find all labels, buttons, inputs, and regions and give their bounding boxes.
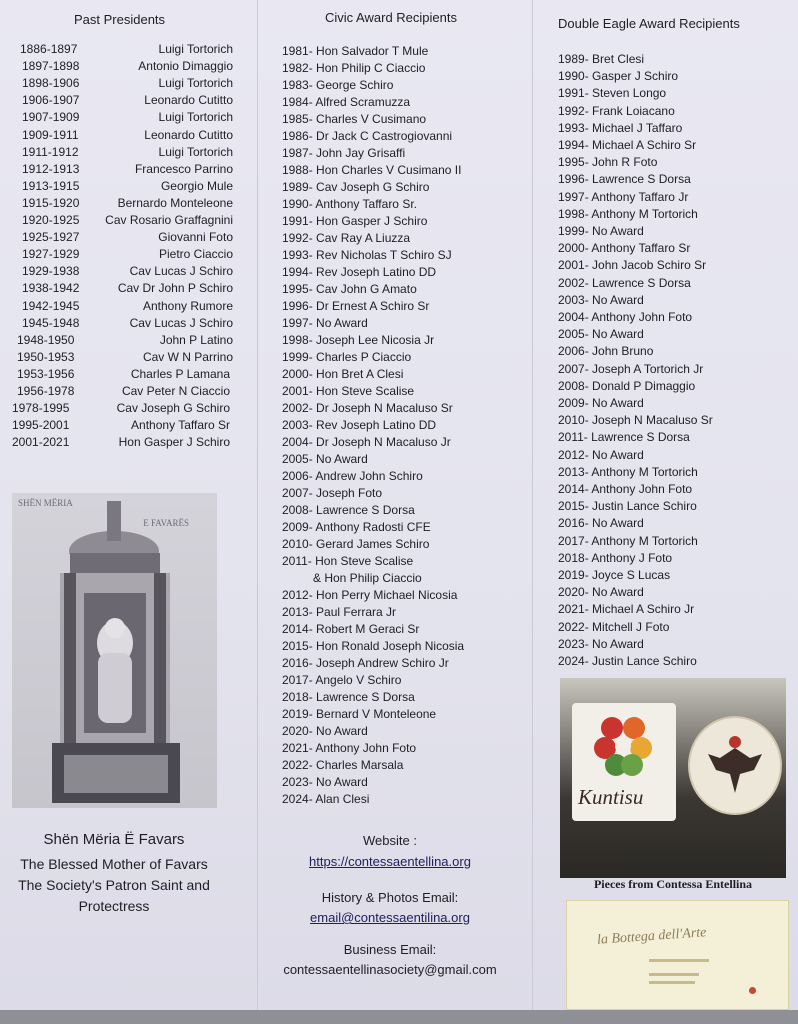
website-link[interactable]: https://contessaentellina.org	[309, 854, 471, 869]
kuntisu-word: Kuntisu	[578, 785, 644, 809]
business-email-text[interactable]: contessaentellinasociety@gmail.com	[283, 962, 497, 977]
double-eagle-row: 2012- No Award	[558, 447, 644, 462]
flower-icon	[572, 703, 676, 783]
history-email-label: History & Photos Email:	[321, 890, 459, 905]
shrine-illustration	[12, 493, 217, 808]
president-name: Cav Lucas J Schiro	[129, 264, 233, 279]
civic-award-row: 2023- No Award	[282, 775, 368, 789]
double-eagle-title: Double Eagle Award Recipients	[558, 16, 740, 31]
double-eagle-row: 2001- John Jacob Schiro Sr	[558, 258, 707, 273]
civic-award-row: 1996- Dr Ernest A Schiro Sr	[282, 299, 430, 313]
civic-award-row: 1985- Charles V Cusimano	[282, 112, 427, 126]
president-name: Antonio Dimaggio	[138, 59, 233, 74]
double-eagle-row: 2004- Anthony John Foto	[558, 310, 693, 324]
president-years: 1927-1929	[22, 247, 80, 262]
double-eagle-row: 2024- Justin Lance Schiro	[558, 654, 697, 668]
civic-award-row: 1998- Joseph Lee Nicosia Jr	[282, 333, 435, 347]
patron-name: Shën Mëria Ë Favars	[43, 831, 185, 848]
civic-award-row: 2008- Lawrence S Dorsa	[282, 503, 415, 517]
double-eagle-row: 1991- Steven Longo	[558, 86, 667, 101]
president-name: Cav Lucas J Schiro	[129, 315, 233, 330]
civic-award-row: 2017- Angelo V Schiro	[282, 673, 402, 687]
double-eagle-row: 1996- Lawrence S Dorsa	[558, 172, 691, 187]
president-years: 1929-1938	[22, 264, 80, 279]
double-eagle-row: 2019- Joyce S Lucas	[558, 568, 671, 582]
president-name: Pietro Ciaccio	[158, 247, 233, 262]
civic-award-row: 1991- Hon Gasper J Schiro	[282, 214, 428, 228]
photo-caption-right: E FAVARËS	[143, 518, 189, 528]
civic-award-row: 1981- Hon Salvador T Mule	[282, 44, 429, 58]
civic-award-row: 2005- No Award	[282, 452, 368, 466]
double-eagle-row: 1992- Frank Loiacano	[558, 103, 675, 118]
president-years: 2001-2021	[12, 435, 70, 450]
civic-award-row: 2006- Andrew John Schiro	[282, 469, 423, 483]
president-name: Luigi Tortorich	[158, 144, 233, 159]
president-years: 1953-1956	[17, 366, 75, 381]
website-label: Website :	[363, 833, 417, 848]
civic-awards-title: Civic Award Recipients	[325, 10, 457, 25]
fold-line-right	[532, 0, 533, 1010]
civic-award-row: 2000- Hon Bret A Clesi	[282, 367, 404, 381]
president-name: Hon Gasper J Schiro	[118, 435, 230, 450]
civic-award-row: 2003- Rev Joseph Latino DD	[282, 418, 437, 432]
president-years: 1912-1913	[22, 161, 80, 176]
civic-award-row: & Hon Philip Ciaccio	[313, 571, 422, 585]
ceramics-photo	[560, 678, 786, 878]
civic-award-row: 1995- Cav John G Amato	[282, 282, 417, 296]
president-years: 1925-1927	[22, 230, 80, 245]
double-eagle-row: 2005- No Award	[558, 327, 644, 342]
president-years: 1898-1906	[22, 76, 80, 91]
kuntisu-tile	[572, 703, 676, 821]
card-dot	[749, 987, 756, 994]
president-years: 1995-2001	[12, 418, 70, 433]
president-name: Luigi Tortorich	[158, 76, 233, 91]
civic-award-row: 1990- Anthony Taffaro Sr.	[282, 197, 417, 211]
double-eagle-row: 1993- Michael J Taffaro	[558, 120, 683, 135]
civic-award-row: 2007- Joseph Foto	[282, 486, 383, 500]
president-years: 1920-1925	[22, 213, 80, 227]
double-eagle-row: 2020- No Award	[558, 585, 644, 600]
double-eagle-row: 2014- Anthony John Foto	[558, 482, 693, 496]
table-edge	[0, 1010, 798, 1024]
patron-description-cont: Protectress	[78, 898, 150, 914]
president-name: Luigi Tortorich	[158, 42, 233, 56]
double-eagle-row: 1989- Bret Clesi	[558, 52, 645, 66]
double-eagle-row: 1999- No Award	[558, 224, 644, 238]
president-years: 1909-1911	[22, 127, 79, 142]
double-eagle-row: 2017- Anthony M Tortorich	[558, 533, 698, 548]
double-eagle-row: 1990- Gasper J Schiro	[558, 69, 679, 84]
president-name: Leonardo Cutitto	[144, 93, 233, 108]
double-eagle-row: 2013- Anthony M Tortorich	[558, 464, 698, 479]
civic-award-row: 2018- Lawrence S Dorsa	[282, 690, 415, 704]
president-name: Anthony Rumore	[142, 298, 233, 313]
double-eagle-row: 2011- Lawrence S Dorsa	[558, 430, 690, 445]
photo-caption-left: SHËN MËRIA	[18, 498, 73, 508]
president-name: Georgio Mule	[160, 178, 233, 193]
double-eagle-row: 2008- Donald P Dimaggio	[558, 378, 696, 393]
double-eagle-row: 1994- Michael A Schiro Sr	[558, 138, 697, 152]
patron-saint-photo	[12, 493, 217, 808]
civic-award-row: 2009- Anthony Radosti CFE	[282, 520, 431, 534]
president-name: Cav Rosario Graffagnini	[105, 213, 233, 227]
double-eagle-row: 2000- Anthony Taffaro Sr	[558, 241, 691, 256]
president-name: Cav Joseph G Schiro	[116, 401, 230, 416]
president-name: Giovanni Foto	[158, 230, 233, 245]
civic-award-row: 2015- Hon Ronald Joseph Nicosia	[282, 639, 465, 653]
past-presidents-title: Past Presidents	[74, 12, 166, 27]
pieces-caption: Pieces from Contessa Entellina	[593, 877, 753, 891]
double-eagle-row: 2021- Michael A Schiro Jr	[558, 602, 695, 617]
president-years: 1948-1950	[17, 332, 75, 347]
double-eagle-icon	[690, 718, 780, 813]
double-eagle-row: 2022- Mitchell J Foto	[558, 619, 670, 634]
civic-award-row: 1987- John Jay Grisaffi	[282, 146, 406, 160]
president-name: Charles P Lamana	[130, 366, 230, 381]
civic-award-row: 2001- Hon Steve Scalise	[282, 384, 415, 398]
double-eagle-row: 2002- Lawrence S Dorsa	[558, 275, 691, 290]
president-years: 1906-1907	[22, 93, 80, 108]
history-email-link[interactable]: email@contessaentilina.org	[310, 910, 470, 925]
civic-award-row: 2021- Anthony John Foto	[282, 741, 417, 755]
double-eagle-row: 2023- No Award	[558, 636, 644, 651]
double-eagle-row: 1998- Anthony M Tortorich	[558, 206, 698, 221]
civic-award-row: 2024- Alan Clesi	[282, 792, 370, 806]
civic-award-row: 1988- Hon Charles V Cusimano II	[282, 163, 462, 177]
civic-award-row: 1993- Rev Nicholas T Schiro SJ	[282, 248, 452, 262]
civic-award-row: 1994- Rev Joseph Latino DD	[282, 265, 437, 279]
president-years: 1897-1898	[22, 59, 80, 74]
patron-description: The Society's Patron Saint and	[18, 877, 210, 893]
double-eagle-row: 1995- John R Foto	[558, 155, 658, 170]
president-years: 1978-1995	[12, 401, 70, 416]
bottega-card	[566, 900, 789, 1010]
president-name: Cav Dr John P Schiro	[117, 281, 233, 296]
president-name: Anthony Taffaro Sr	[131, 418, 230, 433]
civic-award-row: 2012- Hon Perry Michael Nicosia	[282, 588, 458, 602]
civic-award-row: 1992- Cav Ray A Liuzza	[282, 231, 411, 245]
civic-award-row: 1983- George Schiro	[282, 78, 394, 92]
civic-award-row: 2013- Paul Ferrara Jr	[282, 605, 397, 619]
president-name: Francesco Parrino	[134, 161, 233, 176]
civic-award-row: 1989- Cav Joseph G Schiro	[282, 180, 430, 194]
double-eagle-row: 1997- Anthony Taffaro Jr	[558, 189, 689, 204]
president-name: Cav Peter N Ciaccio	[121, 384, 230, 398]
president-years: 1938-1942	[22, 281, 80, 296]
civic-award-row: 1999- Charles P Ciaccio	[282, 350, 412, 364]
double-eagle-row: 2006- John Bruno	[558, 344, 654, 359]
patron-subtitle: The Blessed Mother of Favars	[20, 856, 208, 872]
president-years: 1913-1915	[22, 178, 80, 193]
president-name: Cav W N Parrino	[142, 349, 233, 364]
eagle-plate	[688, 716, 782, 815]
civic-award-row: 2002- Dr Joseph N Macaluso Sr	[282, 401, 453, 415]
president-years: 1950-1953	[17, 349, 75, 364]
president-years: 1907-1909	[22, 110, 80, 125]
civic-award-row: 2004- Dr Joseph N Macaluso Jr	[282, 435, 451, 449]
president-years: 1956-1978	[17, 384, 75, 398]
double-eagle-row: 2003- No Award	[558, 292, 644, 307]
civic-award-row: 2016- Joseph Andrew Schiro Jr	[282, 656, 449, 670]
civic-award-row: 2014- Robert M Geraci Sr	[282, 622, 420, 636]
president-name: Luigi Tortorich	[158, 110, 233, 125]
civic-award-row: 2011- Hon Steve Scalise	[282, 554, 414, 568]
president-name: Leonardo Cutitto	[144, 127, 233, 142]
president-years: 1942-1945	[22, 298, 80, 313]
civic-award-row: 1984- Alfred Scramuzza	[282, 95, 411, 109]
civic-award-row: 2022- Charles Marsala	[282, 758, 404, 772]
bottega-script: la Bottega dell'Arte	[596, 925, 707, 948]
civic-award-row: 2019- Bernard V Monteleone	[282, 707, 437, 721]
president-years: 1886-1897	[20, 42, 78, 56]
double-eagle-row: 2009- No Award	[558, 396, 644, 410]
president-name: John P Latino	[159, 332, 233, 347]
double-eagle-row: 2015- Justin Lance Schiro	[558, 499, 697, 514]
double-eagle-row: 2010- Joseph N Macaluso Sr	[558, 413, 713, 428]
business-email-label: Business Email:	[343, 942, 437, 957]
double-eagle-row: 2016- No Award	[558, 516, 644, 531]
president-years: 1915-1920	[22, 195, 80, 210]
civic-award-row: 2010- Gerard James Schiro	[282, 537, 430, 551]
civic-award-row: 1982- Hon Philip C Ciaccio	[282, 61, 426, 75]
double-eagle-row: 2018- Anthony J Foto	[558, 550, 673, 565]
president-years: 1945-1948	[22, 315, 80, 330]
president-years: 1911-1912	[22, 144, 79, 159]
double-eagle-row: 2007- Joseph A Tortorich Jr	[558, 361, 704, 376]
civic-award-row: 2020- No Award	[282, 724, 368, 738]
civic-award-row: 1997- No Award	[282, 316, 368, 330]
president-name: Bernardo Monteleone	[117, 195, 233, 210]
civic-award-row: 1986- Dr Jack C Castrogiovanni	[282, 129, 453, 143]
